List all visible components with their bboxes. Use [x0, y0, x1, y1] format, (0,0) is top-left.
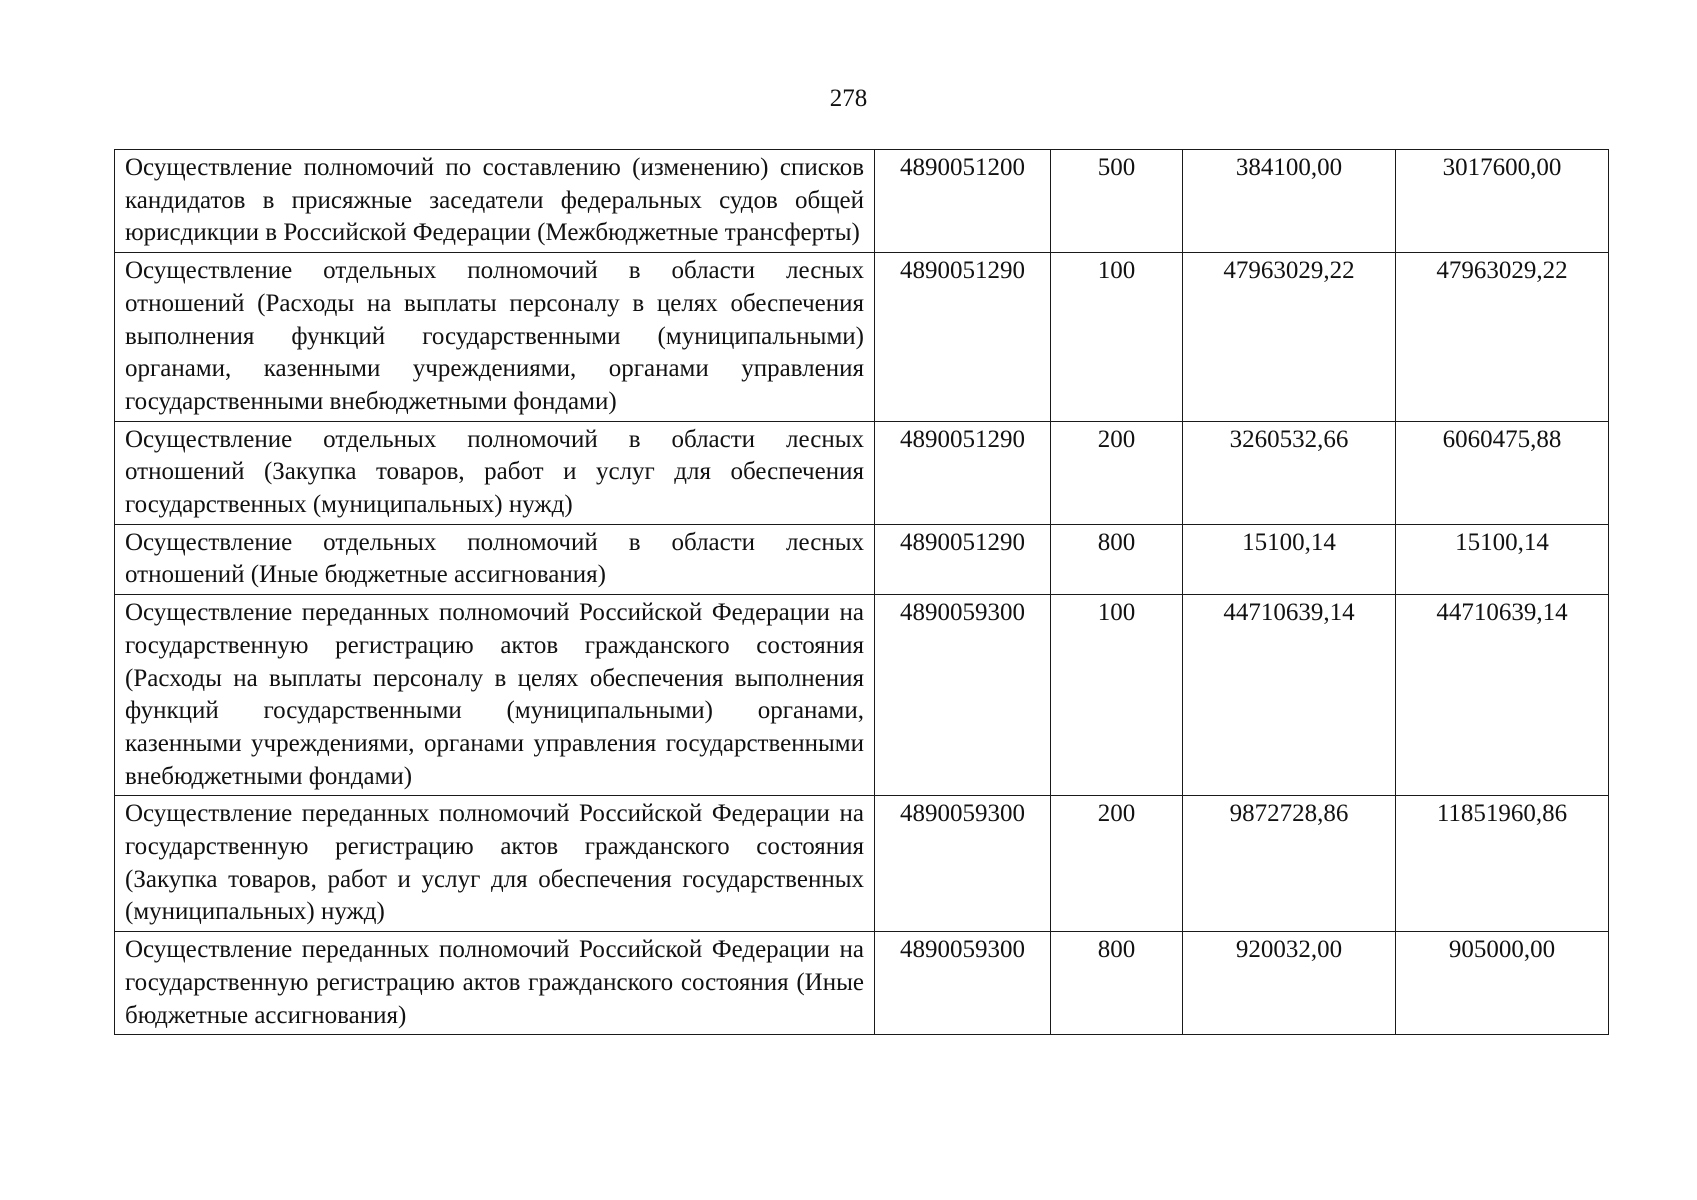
- row-amount-1: 9872728,86: [1183, 796, 1396, 932]
- row-target-code: 4890051200: [875, 150, 1051, 253]
- row-expense-type: 500: [1051, 150, 1183, 253]
- row-description: Осуществление отдельных полномочий в области лесных отношений (Закупка товаров, работ и услуг для обеспечения государственных (муниципальных) нужд): [115, 421, 875, 524]
- row-amount-2: 3017600,00: [1396, 150, 1609, 253]
- row-expense-type: 800: [1051, 524, 1183, 594]
- row-expense-type: 200: [1051, 796, 1183, 932]
- row-target-code: 4890059300: [875, 796, 1051, 932]
- row-amount-1: 920032,00: [1183, 932, 1396, 1035]
- budget-table: [114, 149, 1609, 1035]
- row-target-code: 4890051290: [875, 253, 1051, 422]
- row-description: Осуществление переданных полномочий Российской Федерации на государственную регистрацию актов гражданского состояния (Закупка товаров, работ и услуг для обеспечения государственных (муниципальных) нужд): [115, 796, 875, 932]
- row-amount-2: 15100,14: [1396, 524, 1609, 594]
- row-expense-type: 100: [1051, 253, 1183, 422]
- row-description: Осуществление отдельных полномочий в области лесных отношений (Иные бюджетные ассигнования): [115, 524, 875, 594]
- row-description: Осуществление отдельных полномочий в области лесных отношений (Расходы на выплаты персоналу в целях обеспечения выполнения функций государственными (муниципальными) органами, казенными учреждениями, органами управления государственными внебюджетными фондами): [115, 253, 875, 422]
- row-target-code: 4890059300: [875, 595, 1051, 796]
- row-amount-1: 384100,00: [1183, 150, 1396, 253]
- row-target-code: 4890051290: [875, 421, 1051, 524]
- row-amount-2: 47963029,22: [1396, 253, 1609, 422]
- row-target-code: 4890051290: [875, 524, 1051, 594]
- page-number: 278: [829, 85, 868, 112]
- row-expense-type: 100: [1051, 595, 1183, 796]
- table-row: [115, 796, 1609, 932]
- row-description: Осуществление полномочий по составлению (изменению) списков кандидатов в присяжные заседатели федеральных судов общей юрисдикции в Российской Федерации (Межбюджетные трансферты): [115, 150, 875, 253]
- row-description: Осуществление переданных полномочий Российской Федерации на государственную регистрацию актов гражданского состояния (Расходы на выплаты персоналу в целях обеспечения выполнения функций государственными (муниципальными) органами, казенными учреждениями, органами управления государственными внебюджетными фондами): [115, 595, 875, 796]
- table-row: [115, 595, 1609, 796]
- table-row: [115, 524, 1609, 594]
- row-amount-2: 905000,00: [1396, 932, 1609, 1035]
- row-amount-1: 47963029,22: [1183, 253, 1396, 422]
- row-target-code: 4890059300: [875, 932, 1051, 1035]
- table-row: [115, 932, 1609, 1035]
- table-row: [115, 150, 1609, 253]
- row-amount-1: 15100,14: [1183, 524, 1396, 594]
- row-amount-1: 44710639,14: [1183, 595, 1396, 796]
- row-expense-type: 200: [1051, 421, 1183, 524]
- row-amount-2: 44710639,14: [1396, 595, 1609, 796]
- row-amount-2: 6060475,88: [1396, 421, 1609, 524]
- row-expense-type: 800: [1051, 932, 1183, 1035]
- row-description: Осуществление переданных полномочий Российской Федерации на государственную регистрацию актов гражданского состояния (Иные бюджетные ассигнования): [115, 932, 875, 1035]
- table-row: [115, 253, 1609, 422]
- row-amount-2: 11851960,86: [1396, 796, 1609, 932]
- row-amount-1: 3260532,66: [1183, 421, 1396, 524]
- table-row: [115, 421, 1609, 524]
